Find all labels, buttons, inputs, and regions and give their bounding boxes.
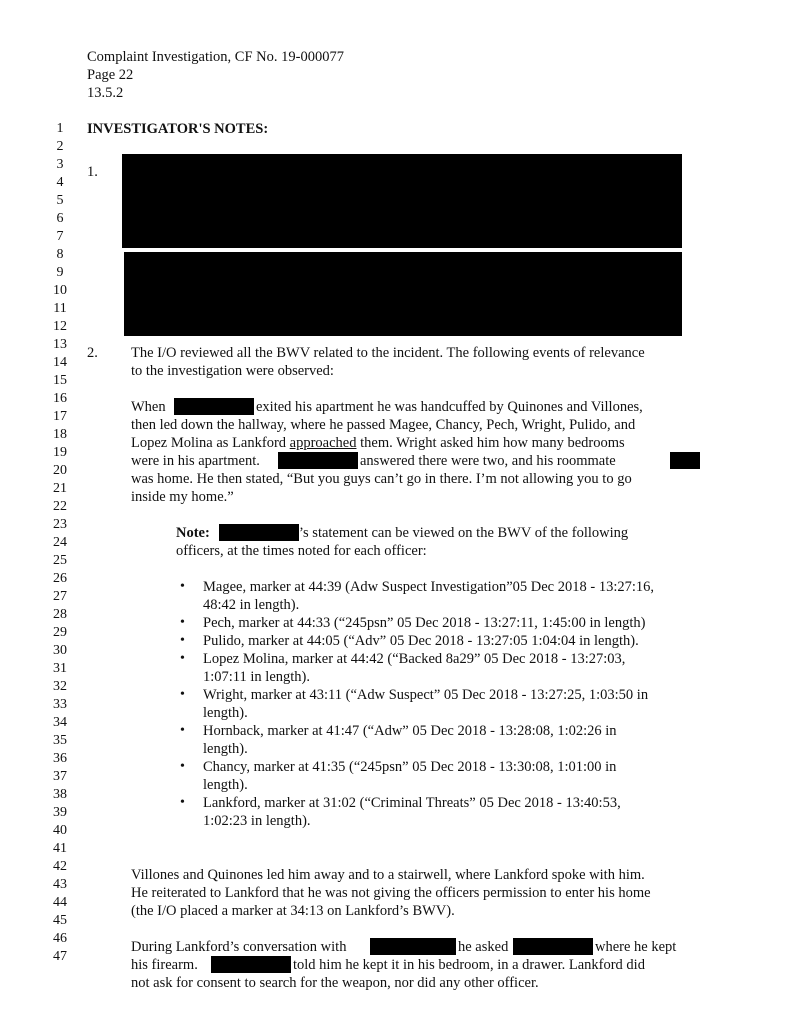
bullet-glyph: • — [180, 723, 185, 738]
bullet-glyph: • — [180, 633, 185, 648]
line-number: 7 — [56, 229, 64, 244]
note-label: Note: — [176, 525, 210, 541]
line-number: 39 — [53, 805, 67, 820]
para3-line-47: not ask for consent to search for the weapon, nor did any other officer. — [131, 975, 539, 991]
line-number: 38 — [53, 787, 67, 802]
bullet-text-line: length). — [203, 777, 248, 793]
bullet-glyph: • — [180, 687, 185, 702]
line-number: 41 — [53, 841, 67, 856]
line-number: 40 — [53, 823, 67, 838]
para2-line: He reiterated to Lankford that he was not giving the officers permission to enter his home — [131, 885, 651, 901]
redaction-name — [219, 524, 299, 541]
line-number: 43 — [53, 877, 67, 892]
para1-line-19a: were in his apartment. — [131, 453, 260, 469]
line-number: 14 — [53, 355, 67, 370]
para2-line: (the I/O placed a marker at 34:13 on Lankford’s BWV). — [131, 903, 455, 919]
redaction-name — [211, 956, 291, 973]
bullet-glyph: • — [180, 615, 185, 630]
line-number: 8 — [56, 247, 64, 262]
line-number: 47 — [53, 949, 67, 964]
para1-line-18-underlined: approached — [289, 435, 357, 451]
bullet-text-line: Hornback, marker at 41:47 (“Adw” 05 Dec 2018 - 13:28:08, 1:02:26 in — [203, 723, 617, 739]
line-number: 28 — [53, 607, 67, 622]
redaction-name — [670, 452, 700, 469]
line-number: 16 — [53, 391, 67, 406]
item-2-text-line: The I/O reviewed all the BWV related to the incident. The following events of relevance — [131, 345, 645, 361]
line-number: 30 — [53, 643, 67, 658]
bullet-text-line: length). — [203, 741, 248, 757]
redaction-name — [278, 452, 358, 469]
bullet-glyph: • — [180, 795, 185, 810]
line-number: 9 — [56, 265, 64, 280]
para3-line-45c: where he kept — [595, 939, 677, 955]
line-number: 37 — [53, 769, 67, 784]
bullet-text-line: 1:02:23 in length). — [203, 813, 311, 829]
item-2-text-line: to the investigation were observed: — [131, 363, 334, 379]
para2-line: Villones and Quinones led him away and to a stairwell, where Lankford spoke with him. — [131, 867, 645, 883]
line-number: 24 — [53, 535, 67, 550]
bullet-text-line: length). — [203, 705, 248, 721]
para1-line-16a: When — [131, 399, 166, 415]
para1-line-16b: exited his apartment he was handcuffed by Quinones and Villones, — [256, 399, 643, 415]
para1-line-17: then led down the hallway, where he passed Magee, Chancy, Pech, Wright, Pulido, and — [131, 417, 636, 433]
line-number: 44 — [53, 895, 67, 910]
line-number: 25 — [53, 553, 67, 568]
line-number: 23 — [53, 517, 67, 532]
bullet-text-line: Lopez Molina, marker at 44:42 (“Backed 8a29” 05 Dec 2018 - 13:27:03, — [203, 651, 626, 667]
line-number: 15 — [53, 373, 67, 388]
line-number: 46 — [53, 931, 67, 946]
line-number: 27 — [53, 589, 67, 604]
bullet-text-line: 48:42 in length). — [203, 597, 300, 613]
header-page-number: Page 22 — [87, 67, 134, 83]
redaction-name — [174, 398, 254, 415]
line-number: 42 — [53, 859, 67, 874]
line-number: 20 — [53, 463, 67, 478]
para3-line-46a: his firearm. — [131, 957, 198, 973]
para1-line-21: inside my home.” — [131, 489, 234, 505]
bullet-glyph: • — [180, 759, 185, 774]
line-number: 45 — [53, 913, 67, 928]
bullet-text-line: Lankford, marker at 31:02 (“Criminal Threats” 05 Dec 2018 - 13:40:53, — [203, 795, 621, 811]
bullet-text-line: Pulido, marker at 44:05 (“Adv” 05 Dec 2018 - 13:27:05 1:04:04 in length). — [203, 633, 639, 649]
line-number: 5 — [56, 193, 64, 208]
bullet-glyph: • — [180, 651, 185, 666]
bullet-text-line: 1:07:11 in length). — [203, 669, 310, 685]
line-number: 29 — [53, 625, 67, 640]
line-number: 32 — [53, 679, 67, 694]
line-number: 13 — [53, 337, 67, 352]
para3-line-45a: During Lankford’s conversation with — [131, 939, 347, 955]
note-line-24: officers, at the times noted for each officer: — [176, 543, 427, 559]
section-title: INVESTIGATOR'S NOTES: — [87, 121, 269, 137]
line-number: 2 — [56, 139, 64, 154]
redaction-block — [122, 154, 682, 248]
line-number: 26 — [53, 571, 67, 586]
para3-line-45b: he asked — [458, 939, 509, 955]
line-number: 18 — [53, 427, 67, 442]
line-number: 10 — [53, 283, 67, 298]
redaction-block — [124, 252, 682, 336]
para1-line-18b: them. Wright asked him how many bedrooms — [356, 435, 625, 451]
line-number: 3 — [56, 157, 64, 172]
bullet-text-line: Wright, marker at 43:11 (“Adw Suspect” 05 Dec 2018 - 13:27:25, 1:03:50 in — [203, 687, 649, 703]
redaction-name — [370, 938, 456, 955]
note-line-23: ’s statement can be viewed on the BWV of the following — [299, 525, 629, 541]
para1-line-20: was home. He then stated, “But you guys can’t go in there. I’m not allowing you to go — [131, 471, 632, 487]
line-number: 31 — [53, 661, 67, 676]
line-number: 1 — [56, 121, 64, 136]
line-number: 34 — [53, 715, 67, 730]
bullet-text-line: Magee, marker at 44:39 (Adw Suspect Investigation”05 Dec 2018 - 13:27:16, — [203, 579, 655, 595]
header-case-title: Complaint Investigation, CF No. 19-000077 — [87, 49, 344, 65]
header-section-number: 13.5.2 — [87, 85, 124, 101]
line-number: 21 — [53, 481, 67, 496]
line-number: 17 — [53, 409, 67, 424]
line-number: 35 — [53, 733, 67, 748]
line-number: 19 — [53, 445, 67, 460]
line-number: 36 — [53, 751, 67, 766]
line-number: 33 — [53, 697, 67, 712]
item-2-number: 2. — [87, 345, 98, 361]
bullet-text-line: Pech, marker at 44:33 (“245psn” 05 Dec 2018 - 13:27:11, 1:45:00 in length) — [203, 615, 646, 631]
bullet-glyph: • — [180, 579, 185, 594]
para1-line-18a: Lopez Molina as Lankford — [131, 435, 290, 451]
line-number: 4 — [56, 175, 64, 190]
para3-line-46b: told him he kept it in his bedroom, in a drawer. Lankford did — [293, 957, 645, 973]
redaction-name — [513, 938, 593, 955]
para1-line-18 — [131, 434, 625, 452]
para1-line-19b: answered there were two, and his roommate — [360, 453, 616, 469]
line-number: 11 — [53, 301, 67, 316]
line-number: 22 — [53, 499, 67, 514]
bullet-text-line: Chancy, marker at 41:35 (“245psn” 05 Dec 2018 - 13:30:08, 1:01:00 in — [203, 759, 617, 775]
line-number: 12 — [53, 319, 67, 334]
item-1-number: 1. — [87, 164, 98, 180]
line-number: 6 — [56, 211, 64, 226]
